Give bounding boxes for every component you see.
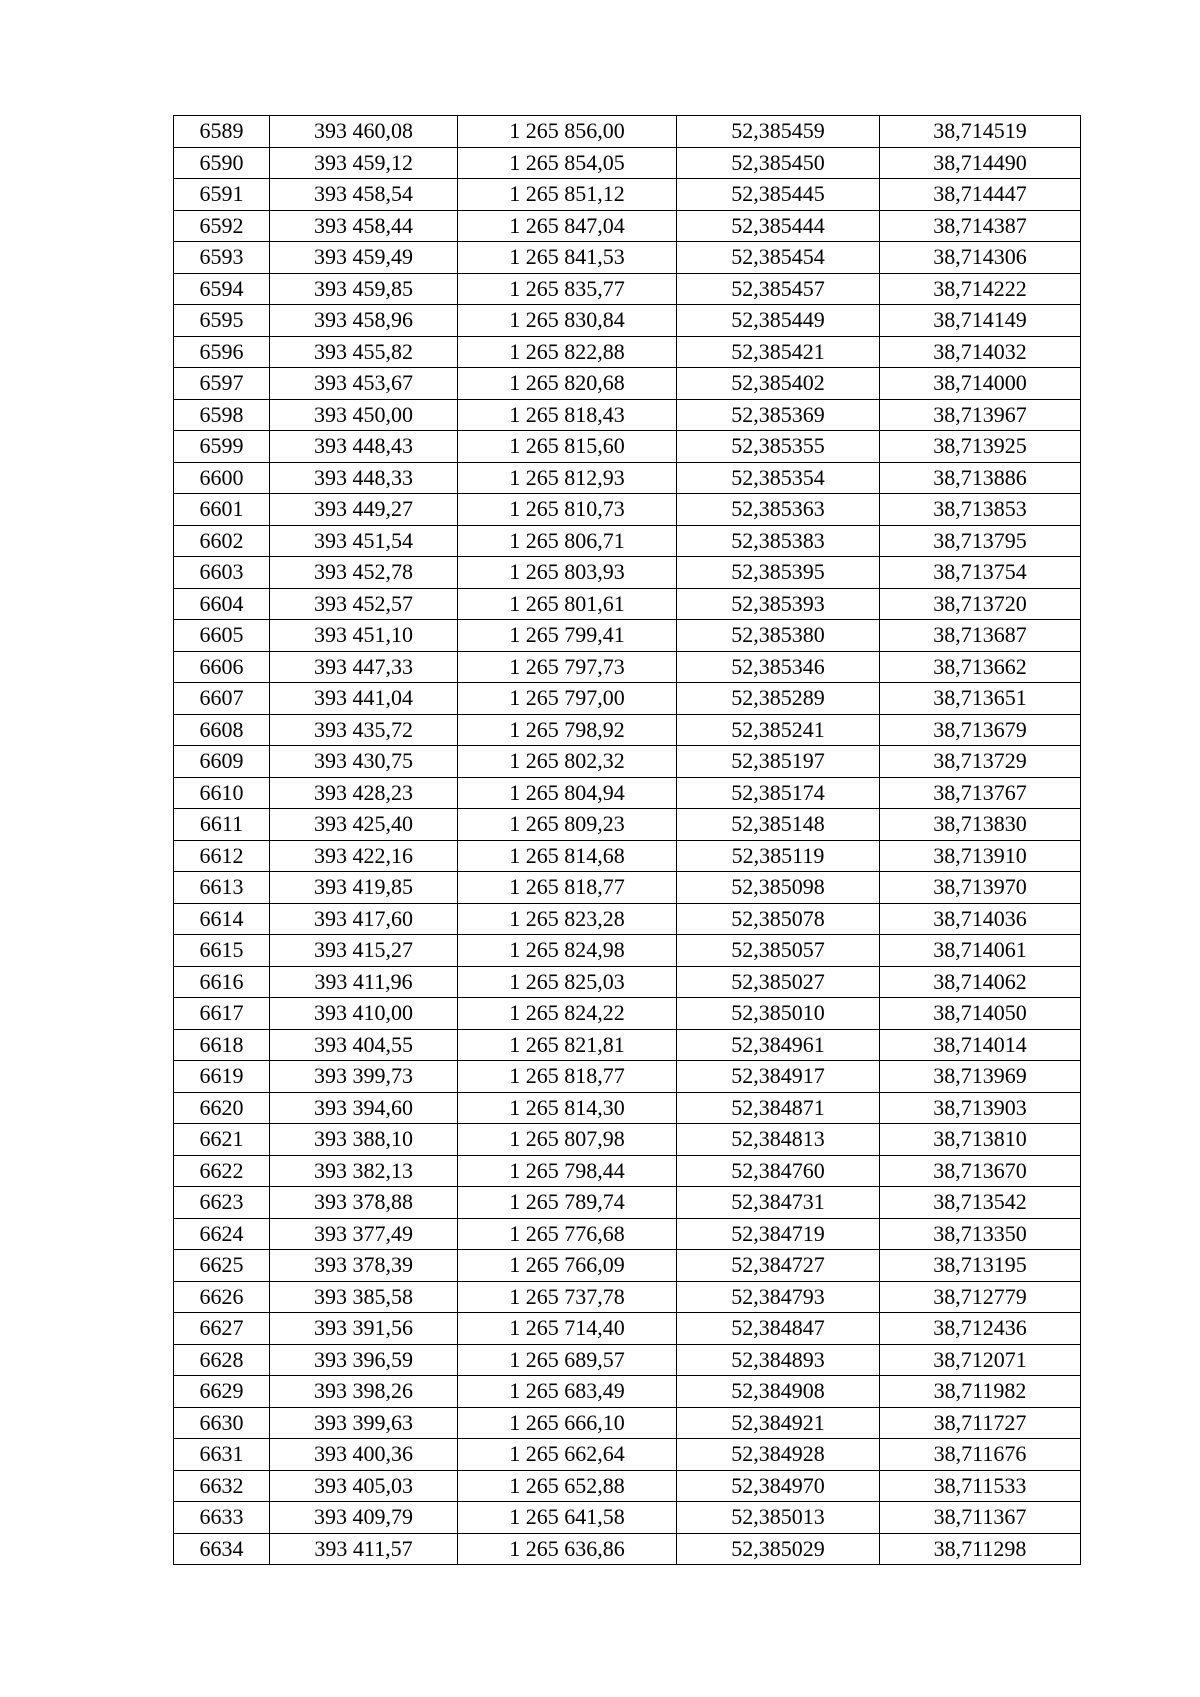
y-coordinate-cell: 1 265 821,81: [458, 1029, 677, 1061]
y-coordinate-cell: 1 265 823,28: [458, 903, 677, 935]
point-number-cell: 6591: [174, 179, 270, 211]
point-number-cell: 6619: [174, 1061, 270, 1093]
point-number-cell: 6615: [174, 935, 270, 967]
longitude-cell: 38,714447: [880, 179, 1081, 211]
latitude-cell: 52,384961: [677, 1029, 880, 1061]
longitude-cell: 38,713910: [880, 840, 1081, 872]
y-coordinate-cell: 1 265 801,61: [458, 588, 677, 620]
x-coordinate-cell: 393 415,27: [270, 935, 458, 967]
longitude-cell: 38,714490: [880, 147, 1081, 179]
table-row: [174, 1502, 1081, 1534]
table-row: [174, 462, 1081, 494]
y-coordinate-cell: 1 265 766,09: [458, 1250, 677, 1282]
point-number-cell: 6600: [174, 462, 270, 494]
x-coordinate-cell: 393 451,10: [270, 620, 458, 652]
point-number-cell: 6607: [174, 683, 270, 715]
table-row: [174, 147, 1081, 179]
x-coordinate-cell: 393 453,67: [270, 368, 458, 400]
point-number-cell: 6627: [174, 1313, 270, 1345]
latitude-cell: 52,385421: [677, 336, 880, 368]
longitude-cell: 38,713830: [880, 809, 1081, 841]
latitude-cell: 52,385289: [677, 683, 880, 715]
y-coordinate-cell: 1 265 797,73: [458, 651, 677, 683]
y-coordinate-cell: 1 265 636,86: [458, 1533, 677, 1565]
x-coordinate-cell: 393 388,10: [270, 1124, 458, 1156]
point-number-cell: 6634: [174, 1533, 270, 1565]
y-coordinate-cell: 1 265 683,49: [458, 1376, 677, 1408]
x-coordinate-cell: 393 455,82: [270, 336, 458, 368]
longitude-cell: 38,714062: [880, 966, 1081, 998]
x-coordinate-cell: 393 399,73: [270, 1061, 458, 1093]
y-coordinate-cell: 1 265 856,00: [458, 116, 677, 148]
longitude-cell: 38,711676: [880, 1439, 1081, 1471]
point-number-cell: 6594: [174, 273, 270, 305]
table-row: [174, 903, 1081, 935]
x-coordinate-cell: 393 448,33: [270, 462, 458, 494]
table-row: [174, 1061, 1081, 1093]
table-row: [174, 714, 1081, 746]
table-row: [174, 525, 1081, 557]
longitude-cell: 38,711982: [880, 1376, 1081, 1408]
point-number-cell: 6620: [174, 1092, 270, 1124]
x-coordinate-cell: 393 405,03: [270, 1470, 458, 1502]
y-coordinate-cell: 1 265 737,78: [458, 1281, 677, 1313]
y-coordinate-cell: 1 265 689,57: [458, 1344, 677, 1376]
x-coordinate-cell: 393 430,75: [270, 746, 458, 778]
y-coordinate-cell: 1 265 799,41: [458, 620, 677, 652]
latitude-cell: 52,385078: [677, 903, 880, 935]
point-number-cell: 6613: [174, 872, 270, 904]
table-row: [174, 1376, 1081, 1408]
table-row: [174, 840, 1081, 872]
table-row: [174, 1187, 1081, 1219]
x-coordinate-cell: 393 382,13: [270, 1155, 458, 1187]
longitude-cell: 38,714032: [880, 336, 1081, 368]
point-number-cell: 6625: [174, 1250, 270, 1282]
table-row: [174, 1439, 1081, 1471]
table-row: [174, 683, 1081, 715]
y-coordinate-cell: 1 265 810,73: [458, 494, 677, 526]
table-row: [174, 588, 1081, 620]
x-coordinate-cell: 393 377,49: [270, 1218, 458, 1250]
y-coordinate-cell: 1 265 814,68: [458, 840, 677, 872]
table-row: [174, 494, 1081, 526]
y-coordinate-cell: 1 265 851,12: [458, 179, 677, 211]
latitude-cell: 52,385027: [677, 966, 880, 998]
y-coordinate-cell: 1 265 825,03: [458, 966, 677, 998]
x-coordinate-cell: 393 411,57: [270, 1533, 458, 1565]
x-coordinate-cell: 393 452,78: [270, 557, 458, 589]
latitude-cell: 52,385363: [677, 494, 880, 526]
longitude-cell: 38,713886: [880, 462, 1081, 494]
latitude-cell: 52,385454: [677, 242, 880, 274]
longitude-cell: 38,713767: [880, 777, 1081, 809]
table-row: [174, 1533, 1081, 1565]
x-coordinate-cell: 393 452,57: [270, 588, 458, 620]
point-number-cell: 6632: [174, 1470, 270, 1502]
longitude-cell: 38,711298: [880, 1533, 1081, 1565]
table-row: [174, 305, 1081, 337]
y-coordinate-cell: 1 265 666,10: [458, 1407, 677, 1439]
x-coordinate-cell: 393 378,39: [270, 1250, 458, 1282]
longitude-cell: 38,713651: [880, 683, 1081, 715]
point-number-cell: 6611: [174, 809, 270, 841]
y-coordinate-cell: 1 265 818,77: [458, 872, 677, 904]
table-row: [174, 1344, 1081, 1376]
point-number-cell: 6593: [174, 242, 270, 274]
point-number-cell: 6599: [174, 431, 270, 463]
point-number-cell: 6595: [174, 305, 270, 337]
latitude-cell: 52,385057: [677, 935, 880, 967]
y-coordinate-cell: 1 265 847,04: [458, 210, 677, 242]
x-coordinate-cell: 393 460,08: [270, 116, 458, 148]
point-number-cell: 6622: [174, 1155, 270, 1187]
latitude-cell: 52,385444: [677, 210, 880, 242]
latitude-cell: 52,385013: [677, 1502, 880, 1534]
table-row: [174, 1218, 1081, 1250]
point-number-cell: 6623: [174, 1187, 270, 1219]
y-coordinate-cell: 1 265 835,77: [458, 273, 677, 305]
table-row: [174, 210, 1081, 242]
longitude-cell: 38,713967: [880, 399, 1081, 431]
latitude-cell: 52,384719: [677, 1218, 880, 1250]
latitude-cell: 52,384970: [677, 1470, 880, 1502]
table-row: [174, 557, 1081, 589]
latitude-cell: 52,384921: [677, 1407, 880, 1439]
x-coordinate-cell: 393 458,44: [270, 210, 458, 242]
table-row: [174, 1155, 1081, 1187]
point-number-cell: 6631: [174, 1439, 270, 1471]
longitude-cell: 38,712436: [880, 1313, 1081, 1345]
latitude-cell: 52,384793: [677, 1281, 880, 1313]
longitude-cell: 38,713720: [880, 588, 1081, 620]
latitude-cell: 52,385457: [677, 273, 880, 305]
latitude-cell: 52,385355: [677, 431, 880, 463]
x-coordinate-cell: 393 425,40: [270, 809, 458, 841]
table-row: [174, 746, 1081, 778]
y-coordinate-cell: 1 265 820,68: [458, 368, 677, 400]
longitude-cell: 38,713754: [880, 557, 1081, 589]
longitude-cell: 38,714149: [880, 305, 1081, 337]
table-row: [174, 1250, 1081, 1282]
point-number-cell: 6616: [174, 966, 270, 998]
x-coordinate-cell: 393 448,43: [270, 431, 458, 463]
table-row: [174, 1407, 1081, 1439]
y-coordinate-cell: 1 265 809,23: [458, 809, 677, 841]
table-row: [174, 998, 1081, 1030]
x-coordinate-cell: 393 409,79: [270, 1502, 458, 1534]
latitude-cell: 52,384917: [677, 1061, 880, 1093]
latitude-cell: 52,385383: [677, 525, 880, 557]
x-coordinate-cell: 393 459,85: [270, 273, 458, 305]
table-row: [174, 966, 1081, 998]
longitude-cell: 38,712779: [880, 1281, 1081, 1313]
table-row: [174, 368, 1081, 400]
longitude-cell: 38,713853: [880, 494, 1081, 526]
point-number-cell: 6589: [174, 116, 270, 148]
latitude-cell: 52,385354: [677, 462, 880, 494]
y-coordinate-cell: 1 265 807,98: [458, 1124, 677, 1156]
y-coordinate-cell: 1 265 818,77: [458, 1061, 677, 1093]
table-row: [174, 242, 1081, 274]
table-row: [174, 336, 1081, 368]
latitude-cell: 52,384813: [677, 1124, 880, 1156]
latitude-cell: 52,385402: [677, 368, 880, 400]
longitude-cell: 38,714036: [880, 903, 1081, 935]
y-coordinate-cell: 1 265 802,32: [458, 746, 677, 778]
longitude-cell: 38,713969: [880, 1061, 1081, 1093]
point-number-cell: 6618: [174, 1029, 270, 1061]
x-coordinate-cell: 393 404,55: [270, 1029, 458, 1061]
point-number-cell: 6603: [174, 557, 270, 589]
longitude-cell: 38,714014: [880, 1029, 1081, 1061]
latitude-cell: 52,384760: [677, 1155, 880, 1187]
longitude-cell: 38,713662: [880, 651, 1081, 683]
y-coordinate-cell: 1 265 662,64: [458, 1439, 677, 1471]
point-number-cell: 6608: [174, 714, 270, 746]
table-row: [174, 935, 1081, 967]
y-coordinate-cell: 1 265 812,93: [458, 462, 677, 494]
table-row: [174, 1092, 1081, 1124]
longitude-cell: 38,713350: [880, 1218, 1081, 1250]
point-number-cell: 6590: [174, 147, 270, 179]
longitude-cell: 38,713795: [880, 525, 1081, 557]
point-number-cell: 6597: [174, 368, 270, 400]
point-number-cell: 6621: [174, 1124, 270, 1156]
point-number-cell: 6604: [174, 588, 270, 620]
longitude-cell: 38,713729: [880, 746, 1081, 778]
latitude-cell: 52,385174: [677, 777, 880, 809]
x-coordinate-cell: 393 400,36: [270, 1439, 458, 1471]
table-row: [174, 431, 1081, 463]
x-coordinate-cell: 393 378,88: [270, 1187, 458, 1219]
longitude-cell: 38,714061: [880, 935, 1081, 967]
latitude-cell: 52,385393: [677, 588, 880, 620]
y-coordinate-cell: 1 265 854,05: [458, 147, 677, 179]
longitude-cell: 38,713903: [880, 1092, 1081, 1124]
latitude-cell: 52,385010: [677, 998, 880, 1030]
y-coordinate-cell: 1 265 806,71: [458, 525, 677, 557]
point-number-cell: 6633: [174, 1502, 270, 1534]
longitude-cell: 38,714222: [880, 273, 1081, 305]
y-coordinate-cell: 1 265 797,00: [458, 683, 677, 715]
y-coordinate-cell: 1 265 714,40: [458, 1313, 677, 1345]
table-row: [174, 620, 1081, 652]
longitude-cell: 38,711367: [880, 1502, 1081, 1534]
point-number-cell: 6630: [174, 1407, 270, 1439]
latitude-cell: 52,384847: [677, 1313, 880, 1345]
x-coordinate-cell: 393 428,23: [270, 777, 458, 809]
point-number-cell: 6601: [174, 494, 270, 526]
table-row: [174, 872, 1081, 904]
y-coordinate-cell: 1 265 798,44: [458, 1155, 677, 1187]
point-number-cell: 6612: [174, 840, 270, 872]
x-coordinate-cell: 393 396,59: [270, 1344, 458, 1376]
longitude-cell: 38,712071: [880, 1344, 1081, 1376]
point-number-cell: 6605: [174, 620, 270, 652]
latitude-cell: 52,384731: [677, 1187, 880, 1219]
longitude-cell: 38,713925: [880, 431, 1081, 463]
x-coordinate-cell: 393 449,27: [270, 494, 458, 526]
latitude-cell: 52,385449: [677, 305, 880, 337]
point-number-cell: 6626: [174, 1281, 270, 1313]
x-coordinate-cell: 393 391,56: [270, 1313, 458, 1345]
latitude-cell: 52,384908: [677, 1376, 880, 1408]
y-coordinate-cell: 1 265 798,92: [458, 714, 677, 746]
y-coordinate-cell: 1 265 841,53: [458, 242, 677, 274]
table-row: [174, 116, 1081, 148]
y-coordinate-cell: 1 265 814,30: [458, 1092, 677, 1124]
point-number-cell: 6624: [174, 1218, 270, 1250]
table-row: [174, 809, 1081, 841]
x-coordinate-cell: 393 458,96: [270, 305, 458, 337]
point-number-cell: 6602: [174, 525, 270, 557]
x-coordinate-cell: 393 422,16: [270, 840, 458, 872]
latitude-cell: 52,384727: [677, 1250, 880, 1282]
longitude-cell: 38,714387: [880, 210, 1081, 242]
longitude-cell: 38,713970: [880, 872, 1081, 904]
y-coordinate-cell: 1 265 652,88: [458, 1470, 677, 1502]
x-coordinate-cell: 393 451,54: [270, 525, 458, 557]
x-coordinate-cell: 393 459,12: [270, 147, 458, 179]
latitude-cell: 52,384928: [677, 1439, 880, 1471]
latitude-cell: 52,385241: [677, 714, 880, 746]
point-number-cell: 6598: [174, 399, 270, 431]
latitude-cell: 52,385459: [677, 116, 880, 148]
table-row: [174, 1470, 1081, 1502]
y-coordinate-cell: 1 265 641,58: [458, 1502, 677, 1534]
latitude-cell: 52,385029: [677, 1533, 880, 1565]
longitude-cell: 38,714306: [880, 242, 1081, 274]
table-row: [174, 651, 1081, 683]
table-row: [174, 777, 1081, 809]
longitude-cell: 38,714050: [880, 998, 1081, 1030]
longitude-cell: 38,713810: [880, 1124, 1081, 1156]
table-row: [174, 1313, 1081, 1345]
table-row: [174, 1029, 1081, 1061]
latitude-cell: 52,385197: [677, 746, 880, 778]
point-number-cell: 6629: [174, 1376, 270, 1408]
latitude-cell: 52,384893: [677, 1344, 880, 1376]
x-coordinate-cell: 393 398,26: [270, 1376, 458, 1408]
longitude-cell: 38,711533: [880, 1470, 1081, 1502]
table-row: [174, 1124, 1081, 1156]
latitude-cell: 52,385380: [677, 620, 880, 652]
x-coordinate-cell: 393 410,00: [270, 998, 458, 1030]
longitude-cell: 38,713679: [880, 714, 1081, 746]
latitude-cell: 52,385119: [677, 840, 880, 872]
longitude-cell: 38,713670: [880, 1155, 1081, 1187]
longitude-cell: 38,714000: [880, 368, 1081, 400]
x-coordinate-cell: 393 417,60: [270, 903, 458, 935]
x-coordinate-cell: 393 441,04: [270, 683, 458, 715]
y-coordinate-cell: 1 265 776,68: [458, 1218, 677, 1250]
point-number-cell: 6628: [174, 1344, 270, 1376]
latitude-cell: 52,385346: [677, 651, 880, 683]
y-coordinate-cell: 1 265 818,43: [458, 399, 677, 431]
x-coordinate-cell: 393 385,58: [270, 1281, 458, 1313]
x-coordinate-cell: 393 411,96: [270, 966, 458, 998]
coordinates-table-body: [174, 116, 1081, 1565]
x-coordinate-cell: 393 447,33: [270, 651, 458, 683]
table-row: [174, 399, 1081, 431]
longitude-cell: 38,711727: [880, 1407, 1081, 1439]
latitude-cell: 52,385098: [677, 872, 880, 904]
point-number-cell: 6610: [174, 777, 270, 809]
point-number-cell: 6614: [174, 903, 270, 935]
latitude-cell: 52,385450: [677, 147, 880, 179]
point-number-cell: 6617: [174, 998, 270, 1030]
longitude-cell: 38,713687: [880, 620, 1081, 652]
x-coordinate-cell: 393 458,54: [270, 179, 458, 211]
y-coordinate-cell: 1 265 804,94: [458, 777, 677, 809]
x-coordinate-cell: 393 399,63: [270, 1407, 458, 1439]
latitude-cell: 52,385395: [677, 557, 880, 589]
y-coordinate-cell: 1 265 830,84: [458, 305, 677, 337]
latitude-cell: 52,385148: [677, 809, 880, 841]
longitude-cell: 38,713195: [880, 1250, 1081, 1282]
x-coordinate-cell: 393 435,72: [270, 714, 458, 746]
y-coordinate-cell: 1 265 824,22: [458, 998, 677, 1030]
x-coordinate-cell: 393 450,00: [270, 399, 458, 431]
y-coordinate-cell: 1 265 822,88: [458, 336, 677, 368]
y-coordinate-cell: 1 265 815,60: [458, 431, 677, 463]
y-coordinate-cell: 1 265 789,74: [458, 1187, 677, 1219]
table-row: [174, 179, 1081, 211]
latitude-cell: 52,384871: [677, 1092, 880, 1124]
coordinates-table: [173, 115, 1081, 1565]
point-number-cell: 6609: [174, 746, 270, 778]
x-coordinate-cell: 393 394,60: [270, 1092, 458, 1124]
longitude-cell: 38,714519: [880, 116, 1081, 148]
longitude-cell: 38,713542: [880, 1187, 1081, 1219]
x-coordinate-cell: 393 419,85: [270, 872, 458, 904]
y-coordinate-cell: 1 265 824,98: [458, 935, 677, 967]
latitude-cell: 52,385369: [677, 399, 880, 431]
table-row: [174, 1281, 1081, 1313]
point-number-cell: 6592: [174, 210, 270, 242]
point-number-cell: 6596: [174, 336, 270, 368]
point-number-cell: 6606: [174, 651, 270, 683]
latitude-cell: 52,385445: [677, 179, 880, 211]
x-coordinate-cell: 393 459,49: [270, 242, 458, 274]
y-coordinate-cell: 1 265 803,93: [458, 557, 677, 589]
table-row: [174, 273, 1081, 305]
